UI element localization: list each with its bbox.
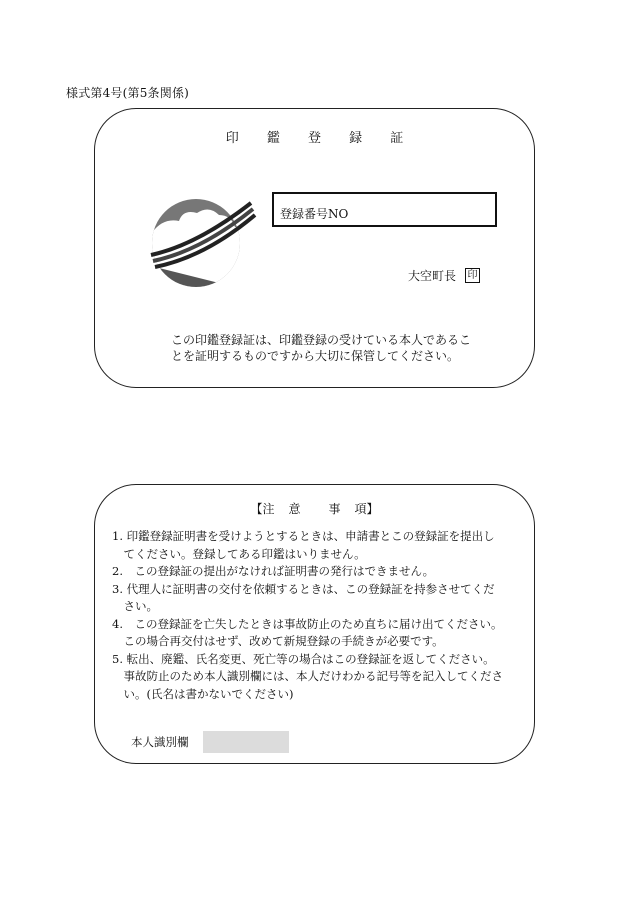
card-front-note	[171, 332, 471, 364]
registration-number-label: 登録番号NO	[280, 207, 349, 221]
notice-line: 3. 代理人に証明書の交付を依頼するときは、この登録証を持参させてくだ	[112, 581, 495, 596]
personal-id-field[interactable]	[203, 731, 289, 753]
personal-id-label: 本人識別欄	[131, 735, 189, 749]
notice-line: い。(氏名は書かないでください)	[112, 686, 294, 701]
note-line: とを証明するものですから大切に保管してください。	[171, 349, 460, 363]
form-number: 様式第4号(第5条関係)	[66, 86, 190, 100]
registration-card-front	[94, 108, 535, 388]
town-emblem-icon	[139, 193, 259, 293]
notice-line: 1. 印鑑登録証明書を受けようとするときは、申請書とこの登録証を提出し	[112, 529, 495, 543]
notice-line: 2. この登録証の提出がなければ証明書の発行はできません。	[112, 564, 435, 578]
mayor-title: 大空町長	[408, 269, 457, 283]
notice-title: 【注 意 事 項】	[250, 502, 379, 516]
notice-line: 5. 転出、廃鑑、氏名変更、死亡等の場合はこの登録証を返してください。	[112, 651, 495, 666]
personal-id-row	[131, 731, 289, 753]
note-line: この印鑑登録証は、印鑑登録の受けている本人であるこ	[171, 333, 472, 347]
registration-card-back	[94, 484, 535, 764]
notice-line: 4. この登録証を亡失したときは事故防止のため直ちに届け出てください。	[112, 616, 503, 631]
registration-number-field	[272, 192, 497, 227]
card-title: 印 鑑 登 録 証	[225, 131, 416, 146]
notice-line: この場合再交付はせず、改めて新規登録の手続きが必要です。	[112, 634, 444, 648]
mayor-signature	[408, 267, 480, 284]
notice-line: さい。	[112, 599, 158, 613]
notice-list	[112, 528, 522, 703]
notice-line: 事故防止のため本人識別欄には、本人だけわかる記号等を記入してくださ	[112, 669, 503, 683]
seal-mark: 印	[465, 268, 480, 283]
notice-line: てください。登録してある印鑑はいりません。	[112, 546, 366, 561]
